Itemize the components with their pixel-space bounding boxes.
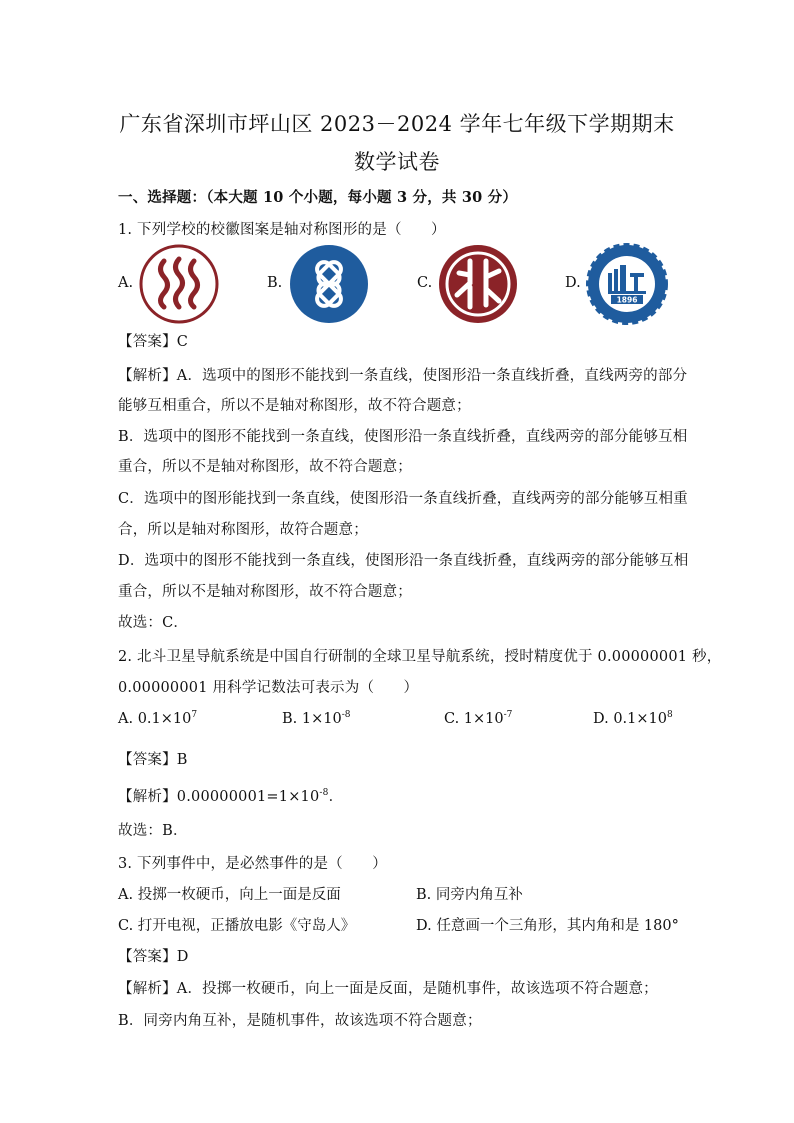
school-logo-b: [288, 243, 370, 325]
q1-conclusion: 故选：C．: [118, 615, 189, 631]
title-line-1: 广东省深圳市坪山区 2023－2024 学年七年级下学期期末: [119, 112, 675, 136]
section-heading: 一、选择题：（本大题 10 个小题，每小题 3 分，共 30 分）: [118, 189, 518, 206]
q1-analysis-line-4: 重合，所以不是轴对称图形，故不符合题意；: [118, 459, 412, 475]
q1-analysis-line-6: 合，所以是轴对称图形，故符合题意；: [118, 522, 368, 538]
q2-stem-line-1: 2. 北斗卫星导航系统是中国自行研制的全球卫星导航系统，授时精度优于 0.00000001 秒，: [118, 649, 722, 665]
q3-option-c: C. 打开电视，正播放电影《守岛人》: [118, 918, 356, 934]
q2-option-a: A. $0.1\times 10^7$: [118, 710, 198, 727]
q1-option-d-label: D.: [565, 275, 581, 291]
q2-option-b: B. $1\times 10^{-8}$: [282, 710, 351, 727]
q3-option-a: A. 投掷一枚硬币，向上一面是反面: [118, 887, 341, 903]
q1-answer: 【答案】C: [118, 334, 189, 350]
q3-option-d: D. 任意画一个三角形，其内角和是 180°: [416, 918, 679, 934]
q3-answer: 【答案】D: [118, 949, 189, 965]
q1-option-a-label: A.: [118, 275, 134, 291]
q2-answer: 【答案】B: [118, 752, 188, 768]
q1-analysis-line-8: 重合，所以不是轴对称图形，故不符合题意；: [118, 584, 412, 600]
q1-option-b-label: B.: [267, 275, 283, 291]
logo-d-year-text: 1896: [616, 295, 638, 305]
q1-analysis-line-3: B．选项中的图形不能找到一条直线，使图形沿一条直线折叠，直线两旁的部分能够互相: [118, 429, 688, 445]
q3-analysis-line-2: B．同旁内角互补，是随机事件，故该选项不符合题意；: [118, 1013, 482, 1029]
q1-analysis-line-1: 【解析】A．选项中的图形不能找到一条直线，使图形沿一条直线折叠，直线两旁的部分: [118, 368, 688, 384]
q1-analysis-line-2: 能够互相重合，所以不是轴对称图形，故不符合题意；: [118, 398, 471, 414]
q2-stem-line-2: 0.00000001 用科学记数法可表示为（ ）: [118, 680, 419, 696]
q2-option-c: C. $1\times 10^{-7}$: [444, 710, 513, 727]
school-logo-c: [437, 243, 519, 325]
q2-conclusion: 故选：B．: [118, 823, 188, 839]
q3-stem: 3. 下列事件中，是必然事件的是（ ）: [118, 856, 387, 872]
q2-option-d: D. $0.1\times 10^8$: [593, 710, 673, 727]
q2-analysis: 【解析】$0.00000001=1\times 10^{-8}$．: [118, 788, 344, 805]
q1-stem: 1. 下列学校的校徽图案是轴对称图形的是（ ）: [118, 222, 446, 238]
q1-option-c-label: C.: [417, 275, 433, 291]
q1-analysis-line-5: C．选项中的图形能找到一条直线，使图形沿一条直线折叠，直线两旁的部分能够互相重: [118, 491, 688, 507]
q3-analysis-line-1: 【解析】A．投掷一枚硬币，向上一面是反面，是随机事件，故该选项不符合题意；: [118, 981, 658, 997]
school-logo-a: [138, 243, 220, 325]
title-line-2: 数学试卷: [354, 150, 440, 174]
q3-option-b: B. 同旁内角互补: [416, 887, 523, 903]
school-logo-d: [586, 243, 668, 325]
q1-analysis-line-7: D．选项中的图形不能找到一条直线，使图形沿一条直线折叠，直线两旁的部分能够互相: [118, 553, 689, 569]
